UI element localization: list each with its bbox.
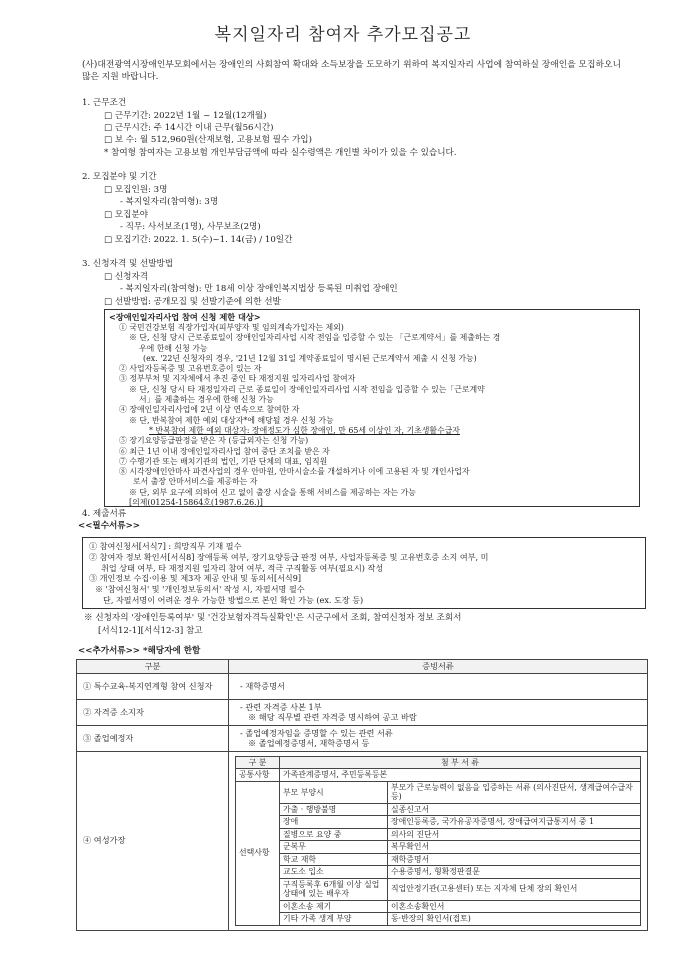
table-cell-category: ① 특수교육-복지연계형 참여 신청자 xyxy=(77,673,229,699)
doc-line: ※ 해당 직무별 관련 자격증 명시하여 공고 바람 xyxy=(248,712,417,723)
table-cell-category: ② 자격증 소지자 xyxy=(77,699,229,725)
lookup-note: ※ 신청자의 '장애인등록여부' 및 '건강보험자격득실확인'은 시군구에서 조회, 참여신청자 정보 조회서 xyxy=(84,613,462,623)
subtable-row xyxy=(236,853,641,865)
s3-item: - 복지일자리(참여형): 만 18세 이상 장애인복지법상 등록된 미취업 장애인 xyxy=(120,284,398,294)
subtable-label: 선택사항 xyxy=(236,781,280,925)
s2-item: □ 모집인원: 3명 xyxy=(104,185,168,195)
subtable-row xyxy=(236,913,641,925)
section-1-heading: 1. 근무조건 xyxy=(82,98,127,108)
subtable-value: 실종신고서 xyxy=(388,803,641,815)
subtable-key: 학교 재학 xyxy=(280,853,388,865)
s2-item: □ 모집분야 xyxy=(104,210,149,220)
subtable-value: 직업안정기관(고용센터) 또는 지자체 단체 장의 확인서 xyxy=(388,878,641,900)
subtable-key: 이혼소송 제기 xyxy=(280,900,388,912)
subtable-key: 교도소 입소 xyxy=(280,866,388,878)
subtable-row xyxy=(236,878,641,900)
subtable-key: 질병으로 요양 중 xyxy=(280,828,388,840)
s3-item: □ 신청자격 xyxy=(104,272,149,282)
required-doc-line: 단, 자필서명이 어려운 경우 가능한 방법으로 본인 확인 가능 (ex. 도장 등) xyxy=(103,594,364,605)
table-header-category: 구분 xyxy=(77,660,229,674)
required-doc-line: 취업 상태 여부, 타 재정지원 일자리 참여 여부, 적극 구직활동 여부(필요시) 작성 xyxy=(101,562,384,573)
female-head-subtable xyxy=(235,756,641,926)
subtable-key: 기타 가족 생계 부양 xyxy=(280,913,388,925)
subtable-value: 가족관계증명서, 주민등록등본 xyxy=(280,769,641,781)
intro-paragraph: (사)대전광역시장애인부모회에서는 장애인의 사회참여 확대와 소득보장을 도모하기 위하여 복지일자리 사업에 참여하실 장애인을 모집하오니 많은 지원 바랍니다. xyxy=(82,60,621,82)
additional-docs-title: <<추가서류>> *해당자에 한함 xyxy=(78,646,201,656)
required-doc-line: ※ '참여신청서' 및 '개인정보동의서' 작성 시, 자필서명 필수 xyxy=(95,584,305,595)
restriction-line: ⑧ 시각장애인안마사 파견사업의 경우 안마원, 안마시술소를 개설하거나 이에 고용된 자 및 개인사업자 xyxy=(119,467,470,477)
subtable-value: 이혼소송확인서 xyxy=(388,900,641,912)
restriction-line: 우에 한해 신청 가능 xyxy=(139,343,208,353)
table-row xyxy=(77,673,648,699)
s2-item: □ 모집기간: 2022. 1. 5(수)~1. 14(금) / 10일간 xyxy=(104,235,293,245)
subtable-header: 첨 부 서 류 xyxy=(280,756,641,768)
restriction-line: ③ 정부부처 및 지자체에서 추진 중인 타 재정지원 일자리사업 참여자 xyxy=(119,374,356,384)
subtable-row xyxy=(236,841,641,853)
s2-item: - 직무: 사서보조(1명), 사무보조(2명) xyxy=(120,222,261,232)
subtable-header-row xyxy=(236,756,641,768)
required-doc-line: ③ 개인정보 수집·이용 및 제3자 제공 안내 및 동의서[서식9] xyxy=(89,573,302,584)
doc-line: - 재학증명서 xyxy=(240,680,285,691)
doc-line: - 졸업예정자임을 증명할 수 있는 관련 서류 xyxy=(240,727,393,738)
subtable-header: 구 분 xyxy=(236,756,280,768)
restriction-line: ⑥ 최근 1년 이내 장애인일자리사업 참여 중단 조치를 받은 자 xyxy=(119,446,330,456)
s1-note: * 참여형 참여자는 고용보험 개인부담금액에 따라 실수령액은 개인별 차이가 있을 수 있습니다. xyxy=(104,148,457,158)
restriction-line: ※ 단, 신청 당시 타 재정일자리 근로 종료일이 장애인일자리사업 시작 전임을 입증할 수 있는「근로계약 xyxy=(129,384,485,394)
restriction-list xyxy=(119,323,635,508)
restriction-line: [의제(01254-15864호(1987.6.26.)] xyxy=(129,498,263,508)
subtable-label: 공통사항 xyxy=(236,769,280,781)
restriction-title: <장애인일자리사업 참여 신청 제한 대상> xyxy=(109,312,261,322)
table-cell-category: ④ 여성가장 xyxy=(77,751,229,930)
restriction-line: ⑤ 장기요양등급판정을 받은 자 (등급외자는 신청 가능) xyxy=(119,436,309,446)
table-cell-docs xyxy=(229,751,648,930)
restriction-line: 서」를 제출하는 경우에 한해 신청 가능 xyxy=(139,395,274,405)
page-title: 복지일자리 참여자 추가모집공고 xyxy=(214,25,472,45)
restriction-box xyxy=(104,309,640,507)
subtable-value: 의사의 진단서 xyxy=(388,828,641,840)
table-cell-docs xyxy=(229,699,648,725)
subtable-row xyxy=(236,781,641,803)
subtable-key: 장애 xyxy=(280,816,388,828)
table-row xyxy=(77,699,648,725)
section-4-heading: 4. 제출서류 xyxy=(82,509,127,519)
subtable-row xyxy=(236,828,641,840)
subtable-row xyxy=(236,900,641,912)
section-2-heading: 2. 모집분야 및 기간 xyxy=(82,172,157,182)
lookup-note: [서식12-1][서식12-3] 참고 xyxy=(98,626,203,636)
subtable-key: 부모 부양시 xyxy=(280,781,388,803)
restriction-line: ② 사업자등록증 및 고유번호증이 있는 자 xyxy=(119,364,262,374)
subtable-row xyxy=(236,816,641,828)
restriction-line: ※ 단, 반복참여 제한 예외 대상자*에 해당될 경우 신청 가능 xyxy=(129,415,334,425)
subtable-value: 수용증명서, 형확정판결문 xyxy=(388,866,641,878)
s1-item: □ 보 수: 월 512,960원(산재보험, 고용보험 필수 가입) xyxy=(104,135,312,145)
table-cell-category: ③ 졸업예정자 xyxy=(77,725,229,751)
section-3-heading: 3. 신청자격 및 선발방법 xyxy=(82,259,174,269)
restriction-line: * 반복참여 제한 예외 대상자: 장애정도가 심한 장애인, 만 65세 이상인 자, 기초생활수급자 xyxy=(149,425,460,435)
required-docs-list xyxy=(89,541,641,606)
subtable-value: 부모가 근로능력이 없음을 입증하는 서류 (의사진단서, 생계급여수급자 등) xyxy=(388,781,641,803)
restriction-line: ④ 장애인일자리사업에 2년 이상 연속으로 참여한 자 xyxy=(119,405,300,415)
subtable-key: 구직등록후 6개월 이상 실업상태에 있는 배우자 xyxy=(280,878,388,900)
s3-item: □ 선발방법: 공개모집 및 선발기준에 의한 선발 xyxy=(104,297,281,307)
subtable-value: 복무확인서 xyxy=(388,841,641,853)
restriction-line: 로서 출장 안마서비스를 제공하는 자 xyxy=(133,477,258,487)
subtable-value: 장애인등록증, 국가유공자증명서, 장애급여지급통지서 중 1 xyxy=(388,816,641,828)
s1-item: □ 근무기간: 2022년 1월 ~ 12월(12개월) xyxy=(104,111,267,121)
restriction-line: ⑦ 수행기관 또는 배치기관의 법인, 기관 단체의 대표, 임직원 xyxy=(119,456,328,466)
required-doc-line: ① 참여신청서[서식7] : 희망직무 기재 필수 xyxy=(89,541,242,551)
table-cell-docs xyxy=(229,673,648,699)
table-header-docs: 증빙서류 xyxy=(229,660,648,674)
table-row xyxy=(77,725,648,751)
doc-line: - 관련 자격증 사본 1부 xyxy=(240,701,322,712)
subtable-value: 동·반장의 확인서(접토) xyxy=(388,913,641,925)
subtable-row xyxy=(236,866,641,878)
subtable-key: 가출 · 행방불명 xyxy=(280,803,388,815)
doc-line: ※ 졸업예정증명서, 재학증명서 등 xyxy=(248,738,370,749)
s1-item: □ 근무시간: 주 14시간 이내 근무(월56시간) xyxy=(104,123,274,133)
table-row xyxy=(77,751,648,930)
subtable-row xyxy=(236,769,641,781)
table-cell-docs xyxy=(229,725,648,751)
required-docs-title: <<필수서류>> xyxy=(78,521,141,531)
required-doc-line: ② 참여자 정보 확인서[서식8] 장애등록 여부, 장기요양등급 판정 여부, 사업자등록증 및 고유번호증 소지 여부, 미 xyxy=(89,551,489,562)
subtable-row xyxy=(236,803,641,815)
restriction-line: ① 국민건강보험 직장가입자(피부양자 및 임의계속가입자는 제외) xyxy=(119,323,344,332)
restriction-line: ※ 단, 신청 당시 근로종료일이 장애인일자리사업 시작 전임을 입증할 수 있는 「근로계약서」를 제출하는 경 xyxy=(129,333,501,343)
additional-docs-table xyxy=(76,659,648,931)
required-docs-box xyxy=(82,537,646,609)
subtable-key: 군복무 xyxy=(280,841,388,853)
s2-item: - 복지일자리(참여형): 3명 xyxy=(120,197,219,207)
subtable-value: 재학증명서 xyxy=(388,853,641,865)
restriction-line: (ex. '22년 신청자의 경우, '21년 12월 31일 계약종료일이 명시된 근로계약서 제출 시 신청 가능) xyxy=(143,353,477,363)
restriction-line: ※ 단, 외부 요구에 의하여 신고 없이 출장 시술을 통해 서비스를 제공하는 자는 가능 xyxy=(129,487,416,497)
table-header-row xyxy=(77,660,648,674)
